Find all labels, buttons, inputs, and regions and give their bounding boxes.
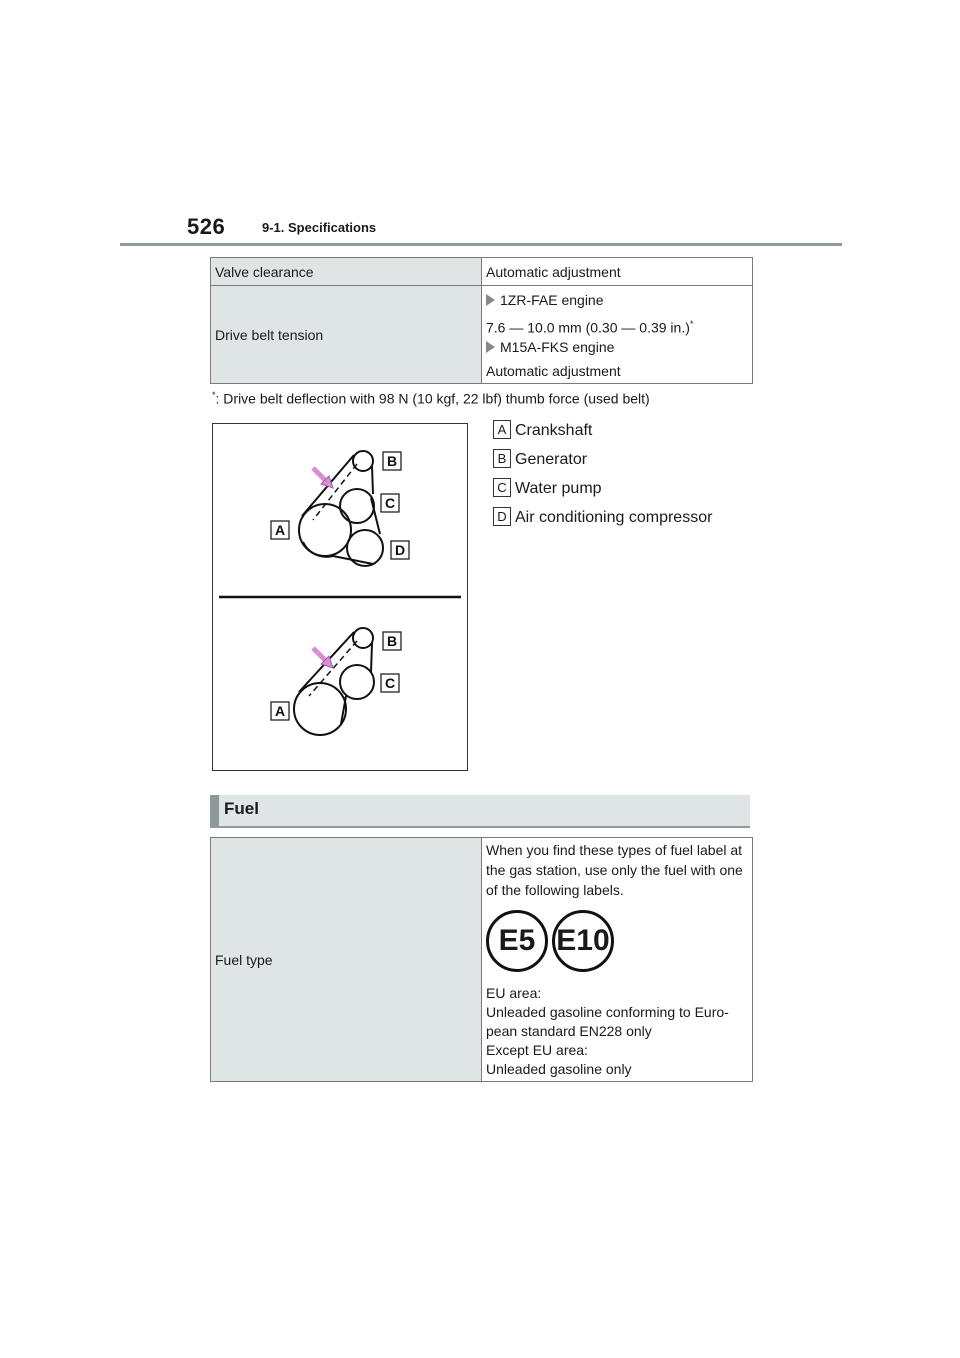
footnote	[212, 390, 650, 407]
table-row	[211, 286, 753, 384]
water-pump-pulley-top	[340, 489, 374, 523]
fuel-label-badges	[486, 910, 748, 972]
spec-table	[210, 257, 753, 384]
triangle-bullet-icon	[486, 341, 495, 353]
table-row	[211, 258, 753, 286]
triangle-bullet-icon	[486, 294, 495, 306]
fuel-intro: When you find these types of fuel label at the gas station, use only the fuel with one of the following labels.	[486, 842, 743, 898]
footnote-mark: *	[212, 390, 216, 400]
label-b-bottom: B	[386, 633, 398, 649]
drive-belt-diagram	[212, 423, 468, 771]
label-c-bottom: C	[384, 675, 396, 691]
fuel-heading: Fuel	[224, 799, 259, 818]
legend-item-water-pump	[493, 478, 602, 499]
engine1-row	[486, 290, 748, 310]
engine1-name: 1ZR-FAE engine	[500, 291, 604, 308]
fuel-heading-banner	[210, 795, 750, 828]
generator-pulley-bottom	[353, 628, 373, 648]
label-d-top: D	[394, 542, 406, 558]
fuel-label-e10: E10	[552, 910, 614, 972]
legend-badge: B	[493, 449, 511, 468]
legend-badge: D	[493, 507, 511, 526]
label-c-top: C	[384, 495, 396, 511]
drive-belt-diagram-svg	[213, 424, 467, 770]
fuel-table	[210, 837, 753, 1082]
legend-badge: C	[493, 478, 511, 497]
eu-heading: EU area:	[486, 985, 542, 1001]
footnote-text: : Drive belt deflection with 98 N (10 kgf, 22 lbf) thumb force (used belt)	[215, 390, 650, 407]
non-eu-text: Unleaded gasoline only	[486, 1061, 632, 1077]
non-eu-heading: Except EU area:	[486, 1042, 588, 1058]
water-pump-pulley-bottom	[340, 665, 374, 699]
belt-bottom	[299, 632, 372, 724]
crankshaft-pulley-bottom	[294, 683, 346, 735]
legend-text: Water pump	[515, 480, 602, 497]
drive-belt-tension-value	[482, 286, 753, 384]
page-number: 526	[187, 214, 226, 239]
legend-item-generator	[493, 449, 587, 470]
label-a-top: A	[274, 522, 286, 538]
fuel-type-value	[482, 838, 753, 1082]
table-row	[211, 838, 753, 1082]
drive-belt-tension-label: Drive belt tension	[211, 286, 482, 384]
fuel-type-label: Fuel type	[211, 838, 482, 1082]
legend-item-ac-compressor	[493, 507, 712, 528]
legend-item-crankshaft	[493, 420, 592, 441]
fuel-heading-accent	[210, 795, 219, 828]
section-title: 9-1. Specifications	[262, 220, 377, 235]
footnote-mark: *	[689, 318, 694, 329]
valve-clearance-label: Valve clearance	[211, 258, 482, 286]
legend-text: Crankshaft	[515, 422, 593, 439]
engine2-row	[486, 337, 748, 357]
engine2-name: M15A-FKS engine	[500, 339, 615, 356]
engine1-value: 7.6 — 10.0 mm (0.30 — 0.39 in.)	[486, 319, 690, 336]
header-rule	[120, 243, 842, 246]
legend-text: Air conditioning compressor	[515, 509, 713, 526]
fuel-label-e5: E5	[486, 910, 548, 972]
label-b-top: B	[386, 453, 398, 469]
label-a-bottom: A	[274, 703, 286, 719]
legend-text: Generator	[515, 451, 588, 468]
engine2-value: Automatic adjustment	[486, 363, 621, 380]
legend-badge: A	[493, 420, 511, 439]
valve-clearance-value: Automatic adjustment	[482, 258, 753, 286]
eu-text-2: pean standard EN228 only	[486, 1023, 652, 1039]
generator-pulley-top	[353, 451, 373, 471]
engine1-value-row	[486, 314, 748, 338]
eu-text-1: Unleaded gasoline conforming to Euro-	[486, 1004, 729, 1020]
